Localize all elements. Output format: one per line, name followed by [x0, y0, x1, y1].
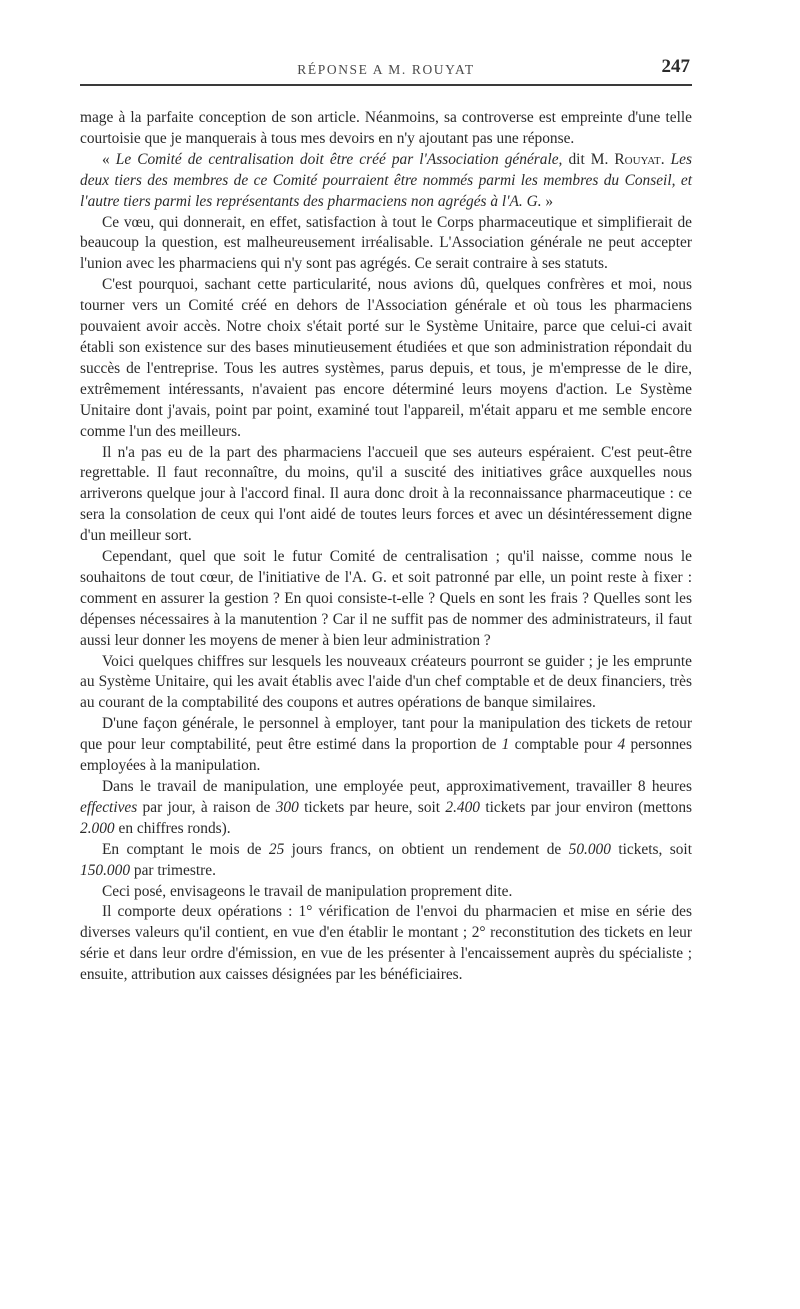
paragraph: Ceci posé, envisageons le travail de manipulation proprement dite.: [102, 882, 513, 900]
text-run: par jour, à raison de: [137, 798, 276, 816]
paragraph: [80, 714, 692, 777]
text-run: en chiffres ronds).: [114, 819, 231, 837]
text-run: tickets par heure, soit: [298, 798, 446, 816]
number-italic: 1: [501, 736, 510, 754]
paragraph: Ce vœu, qui donnerait, en effet, satisfaction à tout le Corps pharmaceutique et simplifierait de beaucoup la question, est malheureusement irréalisable. L'Association générale ne peut accepter l'union avec les pharmaciens qui n'y sont pas agrégés. Ce serait contraire à ses statuts.: [80, 213, 692, 273]
paragraph-continued: mage à la parfaite conception de son article. Néanmoins, sa controverse est empreinte d'une telle courtoisie que je manquerais à tous mes devoirs en n'y ajoutant pas une réponse.: [80, 109, 692, 147]
paragraph: [80, 840, 692, 882]
text-run: personnes employées à la manipulation.: [80, 736, 692, 775]
emphasis-word: effectives: [80, 798, 138, 816]
paragraph-quotation: [80, 150, 692, 213]
number-italic: 2.400: [445, 798, 481, 816]
number-italic: 150.000: [80, 861, 131, 879]
attribution-end: .: [660, 150, 671, 168]
running-title: RÉPONSE A M. ROUYAT: [297, 62, 475, 77]
paragraph: Il n'a pas eu de la part des pharmaciens l'accueil que ses auteurs espéraient. C'est peut-être regrettable. Il faut reconnaître, du moins, qu'il a suscité des initiatives grâce auxquelles nous arriverons quelque jour à l'accord final. Il aura donc droit à la reconnaissance pharmaceutique : ce sera la consolation de ceux qui l'ont aidé de toutes leurs forces et avec un désintéressement digne d'un meilleur sort.: [80, 443, 692, 545]
number-italic: 4: [617, 736, 626, 754]
paragraph: Il comporte deux opérations : 1° vérification de l'envoi du pharmacien et mise en série des diverses valeurs qu'il contient, en vue d'en établir le montant ; 2° reconstitution des tickets en leur série et dans leur ordre d'émission, en vue de les présenter à l'encaissement auprès du spécialiste ; ensuite, attribution aux caisses désignées par les bénéficiaires.: [80, 903, 692, 984]
body-text: [80, 108, 692, 986]
quotation-part-1: Le Comité de centralisation doit être créé par l'Association générale,: [115, 150, 563, 168]
text-run: tickets par jour environ (mettons: [480, 798, 693, 816]
number-italic: 25: [268, 840, 285, 858]
text-run: jours francs, on obtient un rendement de: [284, 840, 569, 858]
running-header: [80, 56, 692, 86]
text-run: Dans le travail de manipulation, une employée peut, approximativement, travailler 8 heures: [102, 778, 692, 795]
text-run: D'une façon générale, le personnel à employer, tant pour la manipulation des tickets de retour que pour leur comptabilité, peut être estimé dans la proportion de: [80, 715, 692, 754]
paragraph: C'est pourquoi, sachant cette particularité, nous avions dû, quelques confrères et moi, nous tourner vers un Comité créé en dehors de l'Association générale et où tous les pharmaciens pouvaient avoir accès. Notre choix s'était porté sur le Système Unitaire, parce que celui-ci avait établi son existence sur des bases minutieusement étudiées et que son administration répondait du succès de l'entreprise. Tous les autres systèmes, parus depuis, et tous, je m'empresse de le dire, extrêmement intéressants, n'avaient pas encore déterminé leurs moyens d'action. Le Système Unitaire dont j'avais, point par point, examiné tout l'appareil, m'était apparu et me semble encore comme l'un des meilleurs.: [80, 276, 692, 440]
attribution-author: Rouyat: [614, 150, 661, 168]
attribution-said: dit M.: [562, 150, 615, 168]
number-italic: 2.000: [80, 819, 115, 837]
book-page: [80, 56, 692, 986]
text-run: comptable pour: [509, 736, 618, 754]
number-italic: 300: [275, 798, 299, 816]
quotation-part-2: Les deux tiers des membres de ce Comité pourraient être nommés parmi les membres du Conseil, et l'autre tiers parmi les représentants des pharmaciens non agrégés à l'A. G.: [80, 150, 693, 210]
page-number: 247: [661, 56, 690, 77]
paragraph: Cependant, quel que soit le futur Comité de centralisation ; qu'il naisse, comme nous le souhaitons de tout cœur, de l'initiative de l'A. G. et soit patronné par elle, un point reste à fixer : comment en assurer la gestion ? En quoi consiste-t-elle ? Quels en sont les frais ? Quelles sont les dépenses nécessaires à la manutention ? Car il ne suffit pas de nommer des administrateurs, il faut aussi leur donner les moyens de mener à bien leur administration ?: [80, 548, 692, 649]
paragraph: [80, 777, 692, 840]
open-quote: «: [102, 150, 116, 168]
text-run: tickets, soit: [610, 840, 692, 858]
text-run: En comptant le mois de: [102, 840, 269, 858]
text-run: par trimestre.: [130, 861, 216, 879]
close-quote: »: [541, 192, 554, 210]
number-italic: 50.000: [568, 840, 611, 858]
paragraph: Voici quelques chiffres sur lesquels les nouveaux créateurs pourront se guider ; je les emprunte au Système Unitaire, qui les avait établis avec l'aide d'un chef comptable et de deux financiers, très au courant de la comptabilité des coupons et autres opérations de banque similaires.: [80, 652, 692, 712]
